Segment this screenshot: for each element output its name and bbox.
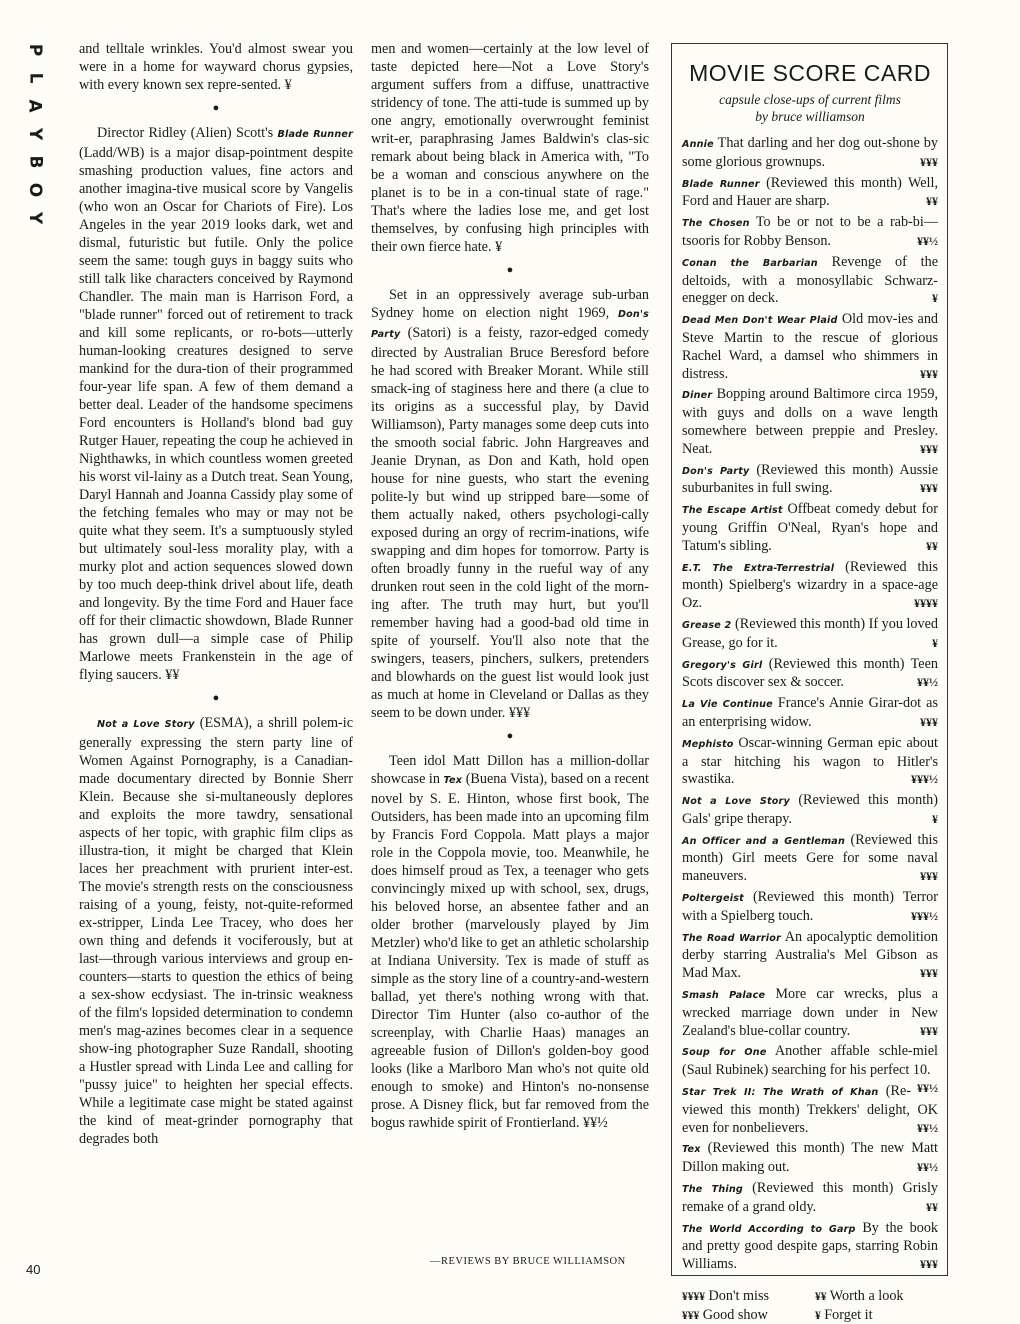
review-paragraph xyxy=(371,752,649,1132)
legend-symbol: ¥¥¥ xyxy=(682,1310,700,1323)
entry-text: An apocalyptic demolition derby starring Australia's Mel Gibson as Mad Max. xyxy=(682,928,938,982)
entry-movie-title: Not a Love Story xyxy=(682,796,790,808)
entry-movie-title: Star Trek II: The Wrath of Khan xyxy=(682,1087,879,1099)
entry-rating: ¥¥¥¥ xyxy=(914,596,938,611)
entry-rating: ¥¥ xyxy=(926,1199,938,1214)
entry-movie-title: E.T. The Extra-Terrestrial xyxy=(682,562,835,574)
score-card-entry xyxy=(682,792,938,829)
entry-text: (Re-viewed this month) Trekkers' delight, OK even for nonbelievers. xyxy=(682,1083,938,1136)
entry-rating: ¥¥¥ xyxy=(920,1257,938,1272)
legend-label: Worth a look xyxy=(829,1288,904,1305)
entry-text: France's Annie Girar-dot as an enterprising widow. xyxy=(682,695,938,730)
review-paragraph xyxy=(79,714,353,1148)
score-card-entry xyxy=(682,656,938,693)
entry-text: (Reviewed this month) If you loved Grease, go for it. xyxy=(682,615,938,651)
legend-item xyxy=(682,1288,805,1305)
section-bullet: ● xyxy=(212,102,220,114)
review-paragraph xyxy=(371,286,649,722)
legend-symbol: ¥¥ xyxy=(815,1291,827,1304)
paragraph-text: Set in an oppressively average sub-urban Sydney home on election night 1969, xyxy=(371,287,649,321)
masthead-letter: B xyxy=(25,155,45,169)
entry-movie-title: Don's Party xyxy=(682,465,750,477)
entry-movie-title: La Vie Continue xyxy=(682,699,773,711)
masthead-letter: O xyxy=(24,182,45,198)
entry-text: (Reviewed this month) Aussie suburbanites in full swing. xyxy=(682,461,938,497)
score-card-entry xyxy=(682,462,938,499)
legend-item xyxy=(682,1307,805,1324)
review-column-2 xyxy=(371,40,649,1132)
masthead-letter: P xyxy=(25,43,45,57)
entry-rating: ¥¥½ xyxy=(917,675,938,690)
review-paragraph: and telltale wrinkles. You'd almost swear you were in a home for wayward chorus gypsies, with every known sex repre-sented. ¥ xyxy=(79,41,353,93)
entry-text: By the book and pretty good despite gaps, starring Robin Williams. xyxy=(682,1219,939,1273)
entry-movie-title: Mephisto xyxy=(682,738,734,750)
entry-rating: ¥¥¥ xyxy=(920,1023,938,1038)
entry-movie-title: An Officer and a Gentleman xyxy=(682,835,845,847)
entry-text: More car wrecks, plus a wrecked marriage down under in New Zealand's blue-collar country. xyxy=(682,986,938,1039)
legend-item xyxy=(815,1288,938,1305)
entry-rating: ¥¥½ xyxy=(917,1081,938,1096)
entry-rating: ¥ xyxy=(932,635,938,650)
entry-text: (Reviewed this month) Teen Scots discover sex & soccer. xyxy=(682,655,938,691)
entry-text: Revenge of the deltoids, with a monosyllabic Schwarz-enegger on deck. xyxy=(682,253,938,307)
paragraph-text: (Ladd/WB) is a major disap-pointment despite smashing production values, fine actors and another imagina-tive musical score by Vangelis (who won an Oscar for Chariots of Fire). Los Angeles in the year 2019 looks dark, wet and dismal, futuristic but futile. Only the police seem the same: tough guys in baggy suits who still talk like characters conceived by Raymond Chandler. The main man is Harrison Ford, a "blade runner" forced out of retirement to track and kill some replicants, or ro-bots—utterly human-looking creatures designed to serve mankind for the dura-tion of their programmed four-year life span. A few of them demand a better deal. Leader of the handsome specimens Ford encounters is Holland's blond bad guy Rutger Hauer, repeating the coup he achieved in Nighthawks, in which countless women greeted his worst vil-lainy as a Dutch treat. Sean Young, Daryl Hannah and Joanna Cassidy play some of the fetching females who may or may not be quite what they seem. It's a sumptuously styled but ultimately soul-less morality play, with a murky plot and action sequences slowed down by too much deep-think drivel about life, death and longevity. By the time Ford and Hauer face off for their climactic showdown, Blade Runner has grown dull—a simple case of Philip Marlowe meets Frankenstein in the age of flying saucers. ¥¥ xyxy=(79,145,353,683)
entry-text: Another affable schle-miel (Saul Rubinek) searching for his perfect 10. xyxy=(682,1043,938,1079)
entry-rating: ¥¥¥ xyxy=(920,869,938,884)
entry-text: Oscar-winning German epic about a star hitching his wagon to Hitler's swastika. xyxy=(682,734,938,788)
entry-rating: ¥¥¥ xyxy=(920,966,938,981)
score-card-entry xyxy=(682,889,938,926)
score-card-entry xyxy=(682,175,938,212)
entry-movie-title: Smash Palace xyxy=(682,990,766,1002)
entry-rating: ¥¥¥ xyxy=(920,441,938,456)
entry-rating: ¥¥¥ xyxy=(920,366,938,381)
entry-movie-title: The Road Warrior xyxy=(682,932,782,944)
paragraph-text: Director Ridley (Alien) Scott's xyxy=(97,125,278,141)
entry-movie-title: Conan the Barbarian xyxy=(682,257,818,269)
entry-movie-title: Tex xyxy=(682,1144,701,1156)
entry-text: (Reviewed this month) Spielberg's wizardry in a space-age Oz. xyxy=(682,558,938,612)
entry-text: Bopping around Baltimore circa 1959, with guys and dolls on a wave length somewhere between preppie and Presley. Neat. xyxy=(682,386,938,457)
entry-movie-title: The Chosen xyxy=(682,218,750,230)
entry-rating: ¥¥¥ xyxy=(920,714,938,729)
masthead-letter: L xyxy=(25,72,45,84)
entry-text: (Reviewed this month) Girl meets Gere for some naval maneuvers. xyxy=(682,831,939,885)
entry-rating: ¥¥½ xyxy=(917,1160,938,1175)
entry-movie-title: Poltergeist xyxy=(682,893,744,905)
masthead-letter: Y xyxy=(25,211,45,225)
page-number: 40 xyxy=(26,1262,41,1277)
entry-rating: ¥¥½ xyxy=(917,1120,938,1135)
entry-movie-title: The World According to Garp xyxy=(682,1223,856,1235)
entry-movie-title: Grease 2 xyxy=(682,619,732,631)
score-card-entry xyxy=(682,311,938,383)
legend-symbol: ¥¥¥¥ xyxy=(682,1291,705,1304)
score-card-entries xyxy=(682,135,938,1274)
score-card-entry xyxy=(682,1140,938,1177)
score-card-entry xyxy=(682,135,938,172)
review-paragraph: men and women—certainly at the low level of taste depicted here—Not a Love Story's argument suffers from a diffuse, unattractive stridency of tone. The atti-tude is summed up by one angry, emotionally overwrought feminist writ-er, paraphrasing James Baldwin's clas-sic remark about being black in America with, "To be a woman and conscious anywhere on the planet is to be in a con-tinual state of rage." That's where the ladies lose me, and get lost themselves, by confusing high principles with their own fierce hate. ¥ xyxy=(371,41,649,255)
entry-movie-title: The Thing xyxy=(682,1184,743,1196)
entry-text: Offbeat comedy debut for young Griffin O'Neal, Ryan's hope and Tatum's sibling. xyxy=(682,501,939,554)
entry-text: Old mov-ies and Steve Martin to the rescue of glorious Rachel Ward, a damsel who shimmers in distress. xyxy=(682,311,939,382)
entry-rating: ¥¥¥ xyxy=(920,154,938,169)
rating-legend xyxy=(682,1288,938,1324)
score-card-entry xyxy=(682,559,938,613)
section-bullet: ● xyxy=(506,264,514,276)
score-card-entry xyxy=(682,1083,938,1137)
entry-text: (Reviewed this month) Grisly remake of a grand oldy. xyxy=(682,1180,938,1215)
movie-title: Tex xyxy=(443,775,463,786)
entry-rating: ¥ xyxy=(932,811,938,826)
movie-title: Not a Love Story xyxy=(97,719,195,730)
movie-title: Blade Runner xyxy=(277,129,354,140)
entry-movie-title: Dead Men Don't Wear Plaid xyxy=(682,315,838,327)
masthead-letter: Y xyxy=(25,127,45,141)
score-card-entry xyxy=(682,695,938,732)
score-card-subtitle: capsule close-ups of current films xyxy=(719,92,901,107)
entry-rating: ¥¥¥½ xyxy=(911,772,938,787)
entry-text: To be or not to be a rab-bi—tsooris for Robby Benson. xyxy=(682,214,939,249)
review-signature: —REVIEWS BY BRUCE WILLIAMSON xyxy=(430,1256,626,1267)
paragraph-text: (ESMA), a shrill polem-ic generally expressing the stern party line of Women Against Pornography, is a Canadian-made documentary directed by Bonnie Sherr Klein. Because she si-multaneously deplores and exploits the more tawdry, sensational aspects of her topic, with graphic film clips as illustra-tion, it might be charged that Klein laces her preachment with prurient inter-est. The movie's strength rests on the consciousness raising of a young, feisty, not-quite-reformed ex-stripper, Linda Lee Tracey, who does her own thing and defends it vociferously, but at last—through various interviews and group en-counters—starts to question the ethics of being a sex-show ecdysiast. The in-trinsic weakness of the film's lopsided determination to condemn men's mag-azines becomes clear in a sequence show-ing photographer Suze Randall, shooting a Hustler spread with Linda Lee and calling for "pussy juice" to heighten her special effects. While a legitimate case might be stated against the kind of meat-grinder pornography that degrades both xyxy=(79,715,353,1147)
score-card-entry xyxy=(682,1220,938,1274)
masthead-letter: A xyxy=(24,99,45,113)
entry-rating: ¥¥¥ xyxy=(920,481,938,496)
entry-text: (Reviewed this month) Well, Ford and Hauer are sharp. xyxy=(682,174,938,210)
entry-movie-title: Blade Runner xyxy=(682,178,760,190)
score-card-entry xyxy=(682,735,938,789)
paragraph-text: (Satori) is a feisty, razor-edged comedy directed by Australian Bruce Beresford before he had scored with Breaker Morant. While still smack-ing of staginess here and there (a clue to its origins as a successful play, by David Williamson), Party manages some deep cuts into the smooth social fabric. John Hargreaves and Jeanie Drynan, as Don and Kath, hold open house for nine guests, who start the evening polite-ly but wind up stripped bare—some of them actually naked, others psychologi-cally exposed during an orgy of recrim-inations, wife swapping and dim hopes for tomorrow. Party is often broadly funny in the rueful way of any drunken rout seen in the cold light of the morn-ing after. The truth may hurt, but you'll remember having had a good-bad old time in spite of yourself. You'll also note that the swingers, teasers, pinchers, sulkers, pretenders and blowhards on the guest list would look just as much at home in Cleveland or Dallas as they seem to be down under. ¥¥¥ xyxy=(371,325,649,721)
score-card-entry xyxy=(682,986,938,1040)
review-column-1 xyxy=(79,40,353,1148)
score-card-byline: by bruce williamson xyxy=(755,109,865,124)
paragraph-text: (Buena Vista), based on a recent novel by S. E. Hinton, whose first book, The Outsiders, has been made into an upcoming film by Francis Ford Coppola. Matt plays a major role in the Coppola movie, too. Meanwhile, he does himself proud as Tex, a teenager who gets convincingly mixed up with school, sex, drugs, his beloved horse, an absentee father and an older brother (marvelously played by Jim Metzler) who'd like to get an athletic scholarship at Indiana University. Tex is made of stuff as simple as the story line of a country-and-western ballad, yet there's nothing wrong with that. Director Tim Hunter (also co-author of the screenplay, with Charlie Haas) manages an agreeable fusion of Dillon's golden-boy good looks (like a Marlboro Man who's not quite old enough to smoke) and Hinton's no-nonsense prose. A Disney flick, but far removed from the bogus rawhide spirit of Frontierland. ¥¥½ xyxy=(371,771,649,1131)
entry-text: (Reviewed this month) Gals' gripe therapy. xyxy=(682,792,939,827)
entry-movie-title: Gregory's Girl xyxy=(682,659,763,671)
entry-movie-title: Annie xyxy=(682,139,714,150)
score-card-entry xyxy=(682,386,938,458)
legend-symbol: ¥ xyxy=(815,1310,821,1323)
paragraph-text: Teen idol Matt Dillon has a million-dollar showcase in xyxy=(371,753,649,787)
entry-movie-title: The Escape Artist xyxy=(682,505,783,517)
legend-label: Forget it xyxy=(824,1307,873,1324)
section-bullet: ● xyxy=(212,692,220,704)
entry-rating: ¥¥ xyxy=(926,194,938,209)
review-paragraph xyxy=(79,124,353,684)
entry-movie-title: Soup for One xyxy=(682,1047,767,1059)
entry-text: That darling and her dog out-shone by some glorious grownups. xyxy=(682,135,938,170)
entry-rating: ¥¥¥½ xyxy=(911,908,938,923)
score-card-entry xyxy=(682,616,938,653)
movie-title: Don's Party xyxy=(371,309,649,340)
legend-item xyxy=(815,1307,938,1324)
entry-rating: ¥¥½ xyxy=(917,233,938,248)
entry-rating: ¥¥ xyxy=(926,538,938,553)
score-card-entry xyxy=(682,214,938,251)
score-card-title: MOVIE SCORE CARD xyxy=(689,60,931,86)
entry-text: (Reviewed this month) The new Matt Dillon making out. xyxy=(682,1140,938,1176)
score-card-entry xyxy=(682,254,938,308)
score-card-entry xyxy=(682,501,938,555)
legend-label: Don't miss xyxy=(708,1288,770,1305)
entry-text: (Reviewed this month) Terror with a Spielberg touch. xyxy=(682,889,938,924)
score-card-entry xyxy=(682,1180,938,1217)
entry-rating: ¥ xyxy=(932,291,938,306)
magazine-name-vertical xyxy=(22,40,48,228)
score-card-entry xyxy=(682,832,938,886)
entry-movie-title: Diner xyxy=(682,390,713,402)
section-bullet: ● xyxy=(506,730,514,742)
score-card-entry xyxy=(682,929,938,983)
legend-label: Good show xyxy=(702,1307,768,1324)
movie-score-card xyxy=(671,43,948,1324)
